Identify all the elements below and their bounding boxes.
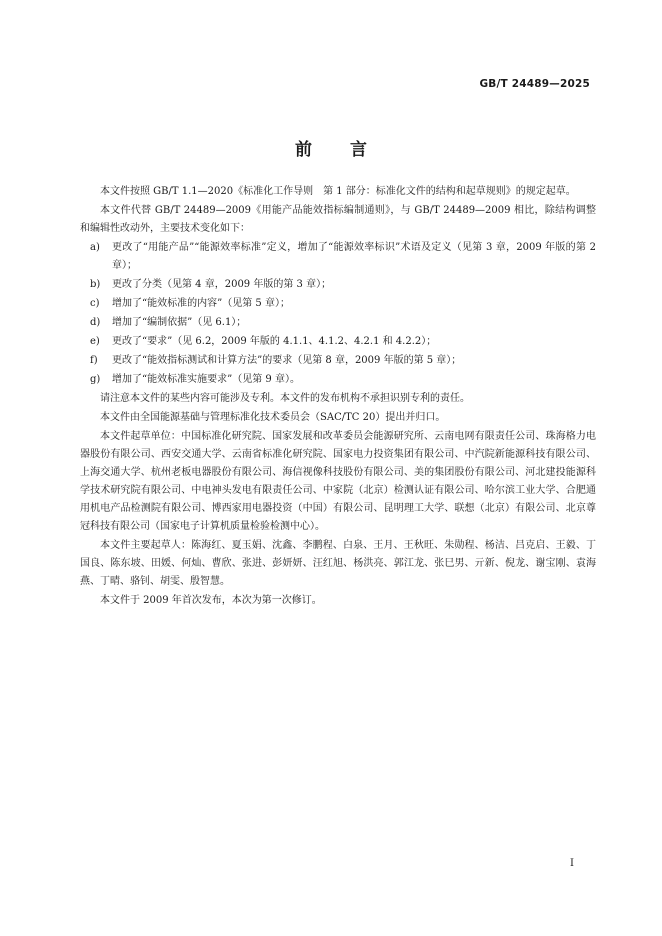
list-item [80, 333, 596, 351]
list-marker: d) [90, 317, 101, 328]
paragraph-committee: 本文件由全国能源基础与管理标准化技术委员会（SAC/TC 20）提出并归口。 [100, 412, 446, 423]
list-item-text: 增加了“能效标准实施要求”（见第 9 章）。 [112, 374, 300, 385]
paragraph-replacement-note: 本文件代替 GB/T 24489—2009《用能产品能效指标编制通则》，与 GB/T 24489—2009 相比，除结构调整和编辑性改动外，主要技术变化如下： [80, 205, 596, 234]
list-item-text: 增加了“能效标准的内容”（见第 5 章）； [112, 298, 290, 309]
list-item [80, 276, 596, 294]
foreword-body [80, 183, 596, 611]
list-marker: e) [90, 336, 100, 347]
changes-list [80, 239, 596, 389]
paragraph-drafters: 本文件主要起草人：陈海红、夏玉娟、沈鑫、李鹏程、白泉、王月、王秋旺、朱勋程、杨洁、吕克启、王毅、丁国良、陈东坡、田媛、何灿、曹欣、张进、彭妍妍、汪红旭、杨洪亮、郭江龙、张巳男、亓新、倪龙、谢宝刚、袁海燕、丁晴、骆钊、胡雯、殷智慧。 [80, 540, 596, 587]
page-title: 前言 [295, 140, 405, 160]
list-item [80, 295, 596, 313]
list-item [80, 314, 596, 332]
paragraph-drafting-units: 本文件起草单位：中国标准化研究院、国家发展和改革委员会能源研究所、云南电网有限责任公司、珠海格力电器股份有限公司、西安交通大学、云南省标准化研究院、国家电力投资集团有限公司、中汽院新能源科技有限公司、上海交通大学、杭州老板电器股份有限公司、海信视像科技股份有限公司、美的集团股份有限公司、河北建投能源科学技术研究院有限公司、中电神头发电有限责任公司、中家院（北京）检测认证有限公司、哈尔滨工业大学、合肥通用机电产品检测院有限公司、博西家用电器投资（中国）有限公司、昆明理工大学、联想（北京）有限公司、北京尊冠科技有限公司（国家电子计算机质量检验检测中心）。 [80, 431, 596, 532]
list-marker: f) [90, 355, 98, 366]
list-item [80, 352, 596, 370]
list-marker: c) [90, 298, 100, 309]
paragraph-drafting-rules: 本文件按照 GB/T 1.1—2020《标准化工作导则 第 1 部分：标准化文件的结构和起草规则》的规定起草。 [100, 186, 576, 197]
standard-number: GB/T 24489—2025 [479, 78, 590, 90]
list-item-text: 更改了“用能产品”“能源效率标准”定义，增加了“能源效率标识”术语及定义（见第 3 章，2009 年版的第 2 章）； [112, 242, 596, 271]
page-number: I [570, 858, 574, 869]
list-item-text: 更改了分类（见第 4 章，2009 年版的第 3 章）； [112, 279, 332, 290]
list-item-text: 更改了“要求”（见 6.2，2009 年版的 4.1.1、4.1.2、4.2.1 和 4.2.2）； [112, 336, 437, 347]
paragraph-patent-notice: 请注意本文件的某些内容可能涉及专利。本文件的发布机构不承担识别专利的责任。 [100, 393, 470, 404]
list-item-text: 更改了“能效指标测试和计算方法”的要求（见第 8 章，2009 年版的第 5 章）； [112, 355, 462, 366]
list-item [80, 371, 596, 389]
list-item-text: 增加了“编制依据”（见 6.1）； [112, 317, 247, 328]
list-marker: a) [90, 242, 100, 253]
list-marker: b) [90, 279, 101, 290]
list-item [80, 239, 596, 275]
paragraph-history: 本文件于 2009 年首次发布，本次为第一次修订。 [100, 595, 322, 606]
list-marker: g) [90, 374, 101, 385]
